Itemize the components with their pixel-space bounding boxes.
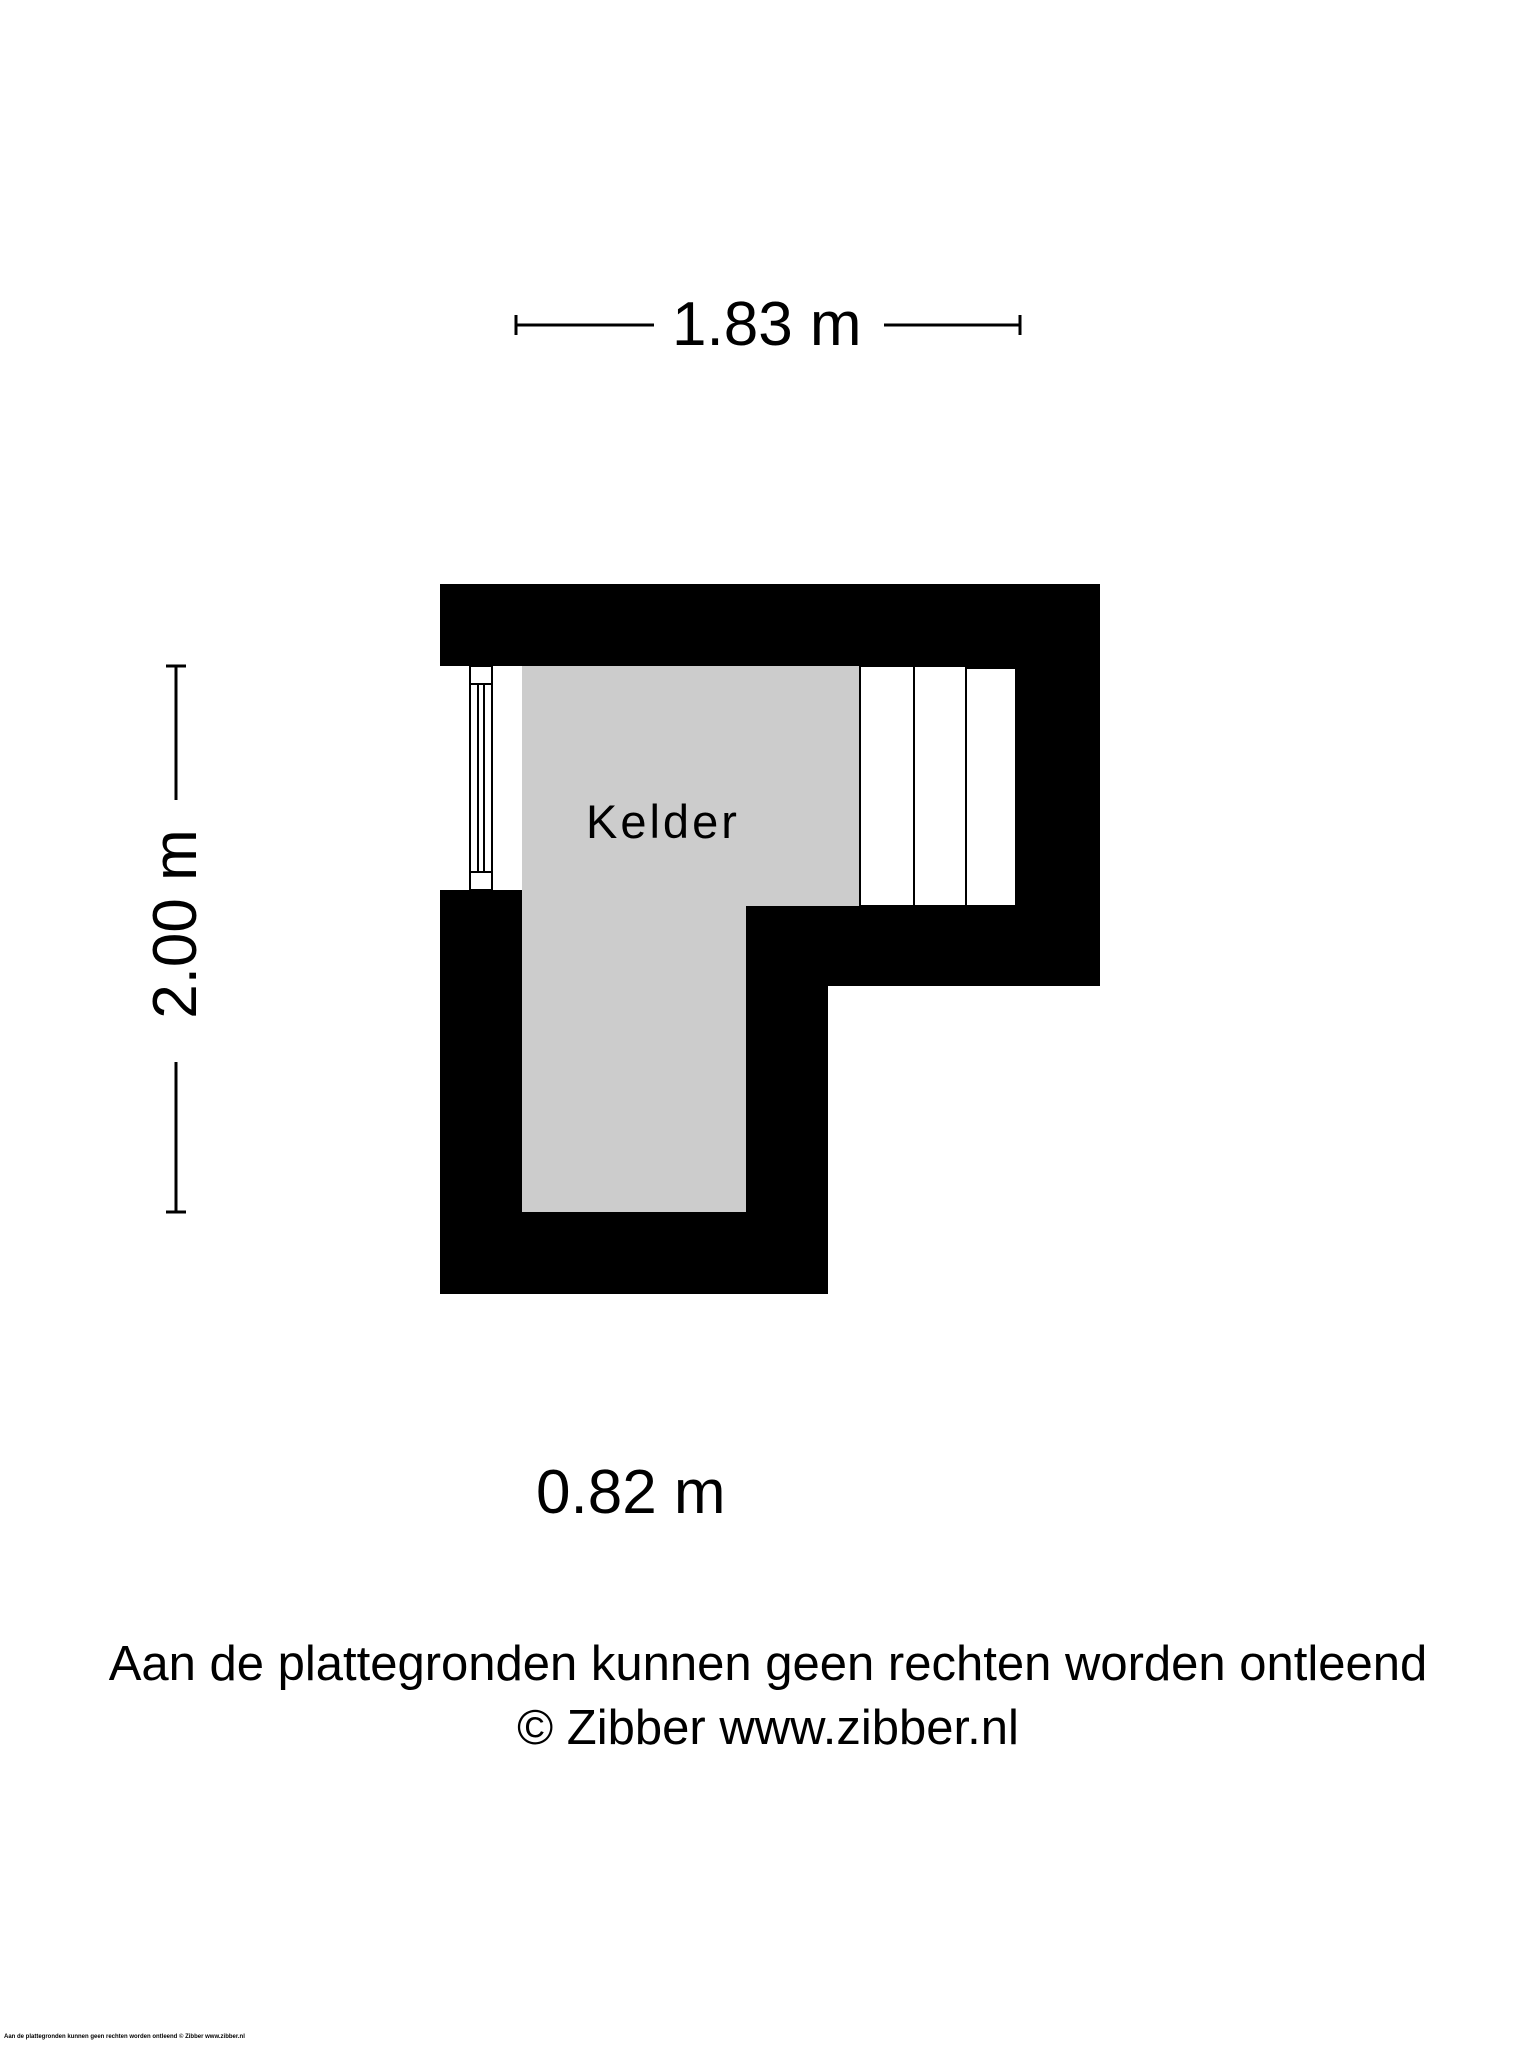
- staircase: [860, 666, 1016, 906]
- stair-step: [914, 666, 966, 906]
- copyright-text: © Zibber www.zibber.nl: [517, 1701, 1019, 1755]
- dimension-width-top: 1.83 m: [672, 290, 862, 359]
- window: [440, 666, 522, 890]
- footer-small-print: Aan de plattegronden kunnen geen rechten worden ontleend © Zibber www.zibber.nl: [4, 2034, 245, 2040]
- disclaimer-text: Aan de plattegronden kunnen geen rechten worden ontleend: [108, 1637, 1428, 1691]
- room-label: Kelder: [586, 795, 740, 848]
- dimension-height-left: 2.00 m: [141, 829, 210, 1019]
- stair-step: [860, 666, 914, 906]
- dimension-width-bottom: 0.82 m: [536, 1458, 726, 1527]
- stair-step: [966, 668, 1016, 906]
